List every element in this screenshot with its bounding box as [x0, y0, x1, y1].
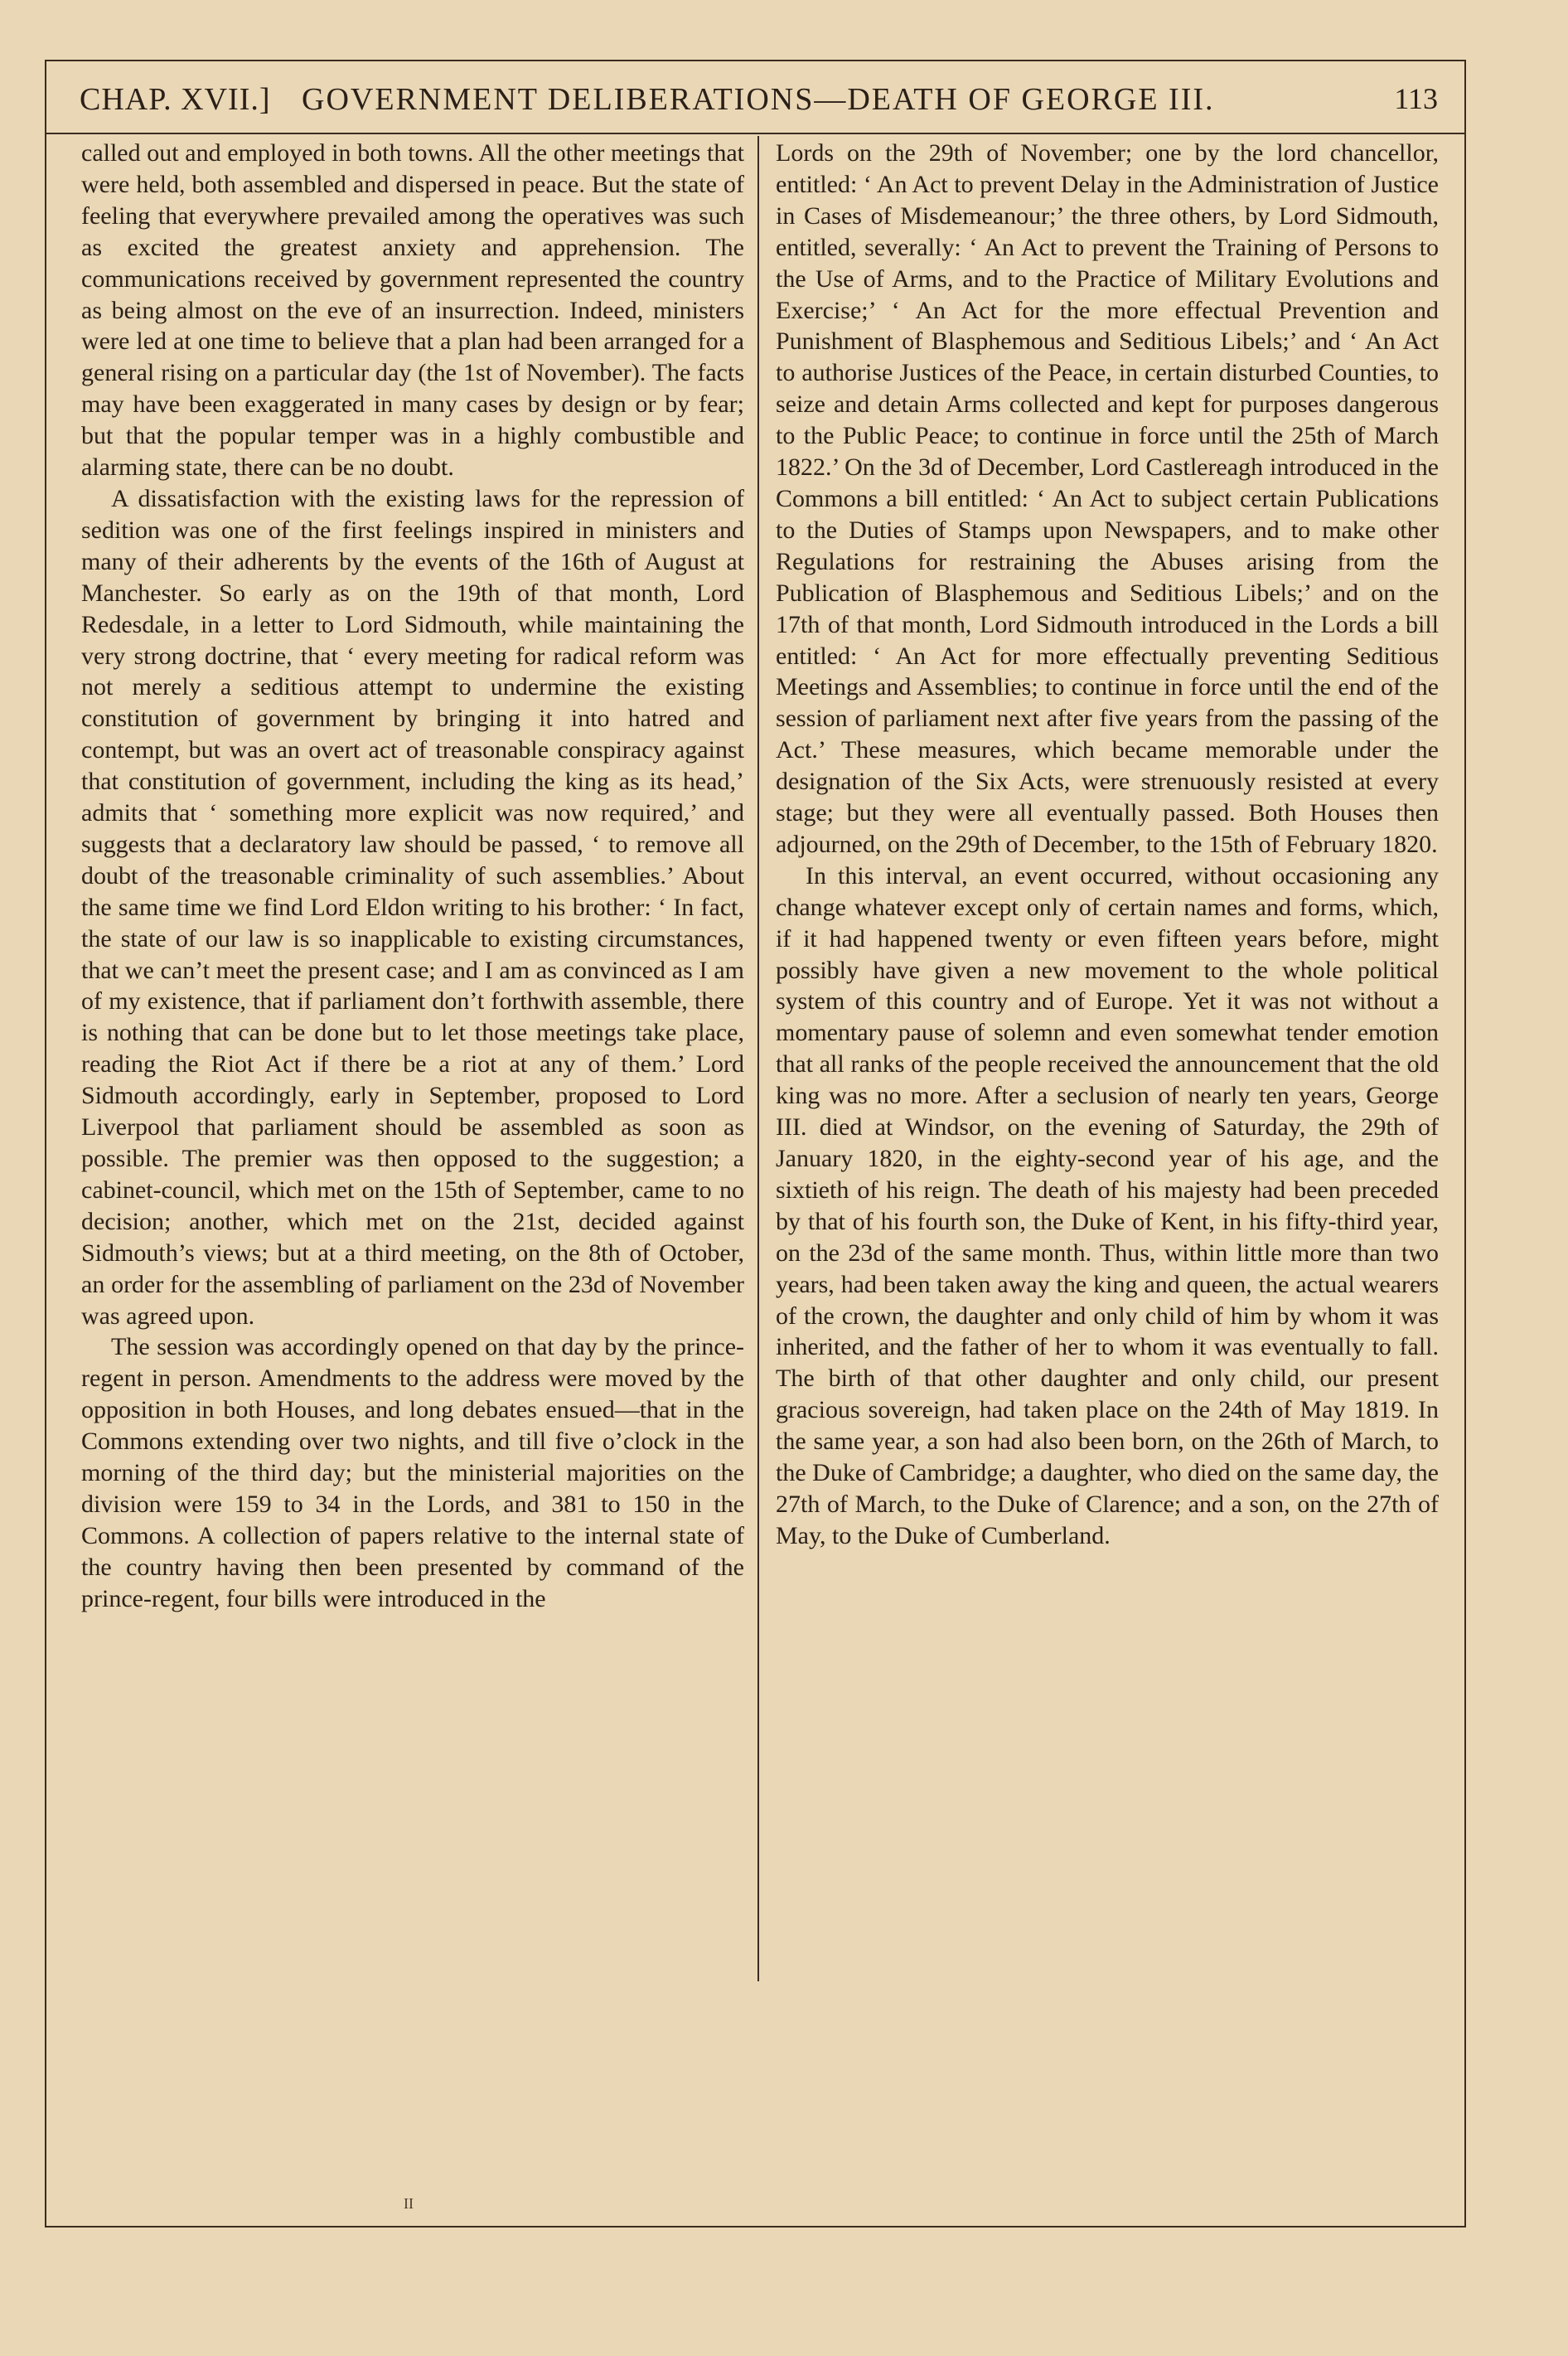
paragraph: In this interval, an event occurred, without occasioning any change whatever except only of certain names and forms, which, if it had happened twenty or even fifteen years before, might possibly have given a new movement to the whole political system of this country and of Europe. Yet it was not without a momentary pause of solemn and even somewhat tender emotion that all ranks of the people received the announcement that the old king was no more. After a seclusion of nearly ten years, George III. died at Windsor, on the evening of Saturday, the 29th of January 1820, in the eighty-second year of his age, and the sixtieth of his reign. The death of his majesty had been preceded by that of his fourth son, the Duke of Kent, in his fifty-third year, on the 23d of the same month. Thus, within little more than two years, had been taken away the king and queen, the actual wearers of the crown, the daughter and only child of him by whom it was inherited, and the father of her to whom it was eventually to fall. The birth of that other daughter and only child, our present gracious sovereign, had taken place on the 24th of May 1819. In the same year, a son had also been born, on the 26th of March, to the Duke of Cambridge; a daughter, who died on the same day, the 27th of March, to the Duke of Clarence; and a son, on the 27th of May, to the Duke of Cumberland. — [776, 861, 1439, 1549]
page-number: 113 — [1394, 82, 1438, 115]
right-column — [776, 138, 1439, 1552]
paragraph: called out and employed in both towns. All the other meetings that were held, both assembled and dispersed in peace. But the state of feeling that everywhere prevailed among the operatives was such as excited the greatest anxiety and apprehension. The communications received by government represented the country as being almost on the eve of an insurrection. Indeed, ministers were led at one time to believe that a plan had been arranged for a general rising on a particular day (the 1st of November). The facts may have been exaggerated in many cases by design or by fear; but that the popular temper was in a highly combustible and alarming state, there can be no doubt. — [81, 139, 744, 482]
header-rule — [45, 133, 1466, 134]
column-divider — [757, 136, 759, 1981]
paragraph: A dissatisfaction with the existing laws for the repression of sedition was one of the first feelings inspired in ministers and many of their adherents by the events of the 16th of August at Manchester. So early as on the 19th of that month, Lord Redesdale, in a letter to Lord Sidmouth, while maintaining the very strong doctrine, that ‘ every meeting for radical reform was not merely a seditious attempt to undermine the existing constitution of government by bringing it into hatred and contempt, but was an overt act of treasonable conspiracy against that constitution of government, including the king as its head,’ admits that ‘ something more explicit was now required,’ and suggests that a declaratory law should be passed, ‘ to remove all doubt of the treasonable criminality of such assemblies.’ About the same time we find Lord Eldon writing to his brother: ‘ In fact, the state of our law is so inapplicable to existing circumstances, that we can’t meet the present case; and I am as convinced as I am of my existence, that if parliament don’t forthwith assemble, there is nothing that can be done but to let those meetings take place, reading the Riot Act if there be a riot at any of them.’ Lord Sidmouth accordingly, early in September, proposed to Lord Liverpool that parliament should be assembled as soon as possible. The premier was then opposed to the suggestion; a cabinet-council, which met on the 15th of September, came to no decision; another, which met on the 21st, decided against Sidmouth’s views; but at a third meeting, on the 8th of October, an order for the assembling of parliament on the 23d of November was agreed upon. — [81, 484, 744, 1330]
signature-mark: II — [404, 2195, 414, 2212]
paragraph: The session was accordingly opened on that day by the prince-regent in person. Amendments to the address were moved by the opposition in both Houses, and long debates ensued—that in the Commons extending over two nights, and till five o’clock in the morning of the third day; but the ministerial majorities on the division were 159 to 34 in the Lords, and 381 to 150 in the Commons. A collection of papers relative to the internal state of the country having then been presented by command of the prince-regent, four bills were introduced in the — [81, 1333, 744, 1612]
running-title: GOVERNMENT DELIBERATIONS—DEATH OF GEORGE III. — [302, 82, 1215, 117]
paragraph: Lords on the 29th of November; one by the lord chancellor, entitled: ‘ An Act to prevent Delay in the Administration of Justice in Cases of Misdemeanour;’ the three others, by Lord Sidmouth, entitled, severally: ‘ An Act to prevent the Training of Persons to the Use of Arms, and to the Practice of Military Evolutions and Exercise;’ ‘ An Act for the more effectual Prevention and Punishment of Blasphemous and Seditious Libels;’ and ‘ An Act to authorise Justices of the Peace, in certain disturbed Counties, to seize and detain Arms collected and kept for purposes dangerous to the Public Peace; to continue in force until the 25th of March 1822.’ On the 3d of December, Lord Castlereagh introduced in the Commons a bill entitled: ‘ An Act to subject certain Publications to the Duties of Stamps upon Newspapers, and to make other Regulations for restraining the Abuses arising from the Publication of Blasphemous and Seditious Libels;’ and on the 17th of that month, Lord Sidmouth introduced in the Lords a bill entitled: ‘ An Act for more effectually preventing Seditious Meetings and Assemblies; to continue in force until the end of the session of parliament next after five years from the passing of the Act.’ These measures, which became memorable under the designation of the Six Acts, were strenuously resisted at every stage; but they were all eventually passed. Both Houses then adjourned, on the 29th of December, to the 15th of February 1820. — [776, 139, 1439, 858]
left-column — [81, 138, 744, 1615]
running-header — [45, 80, 1466, 129]
chapter-label: CHAP. XVII.] — [80, 82, 271, 117]
